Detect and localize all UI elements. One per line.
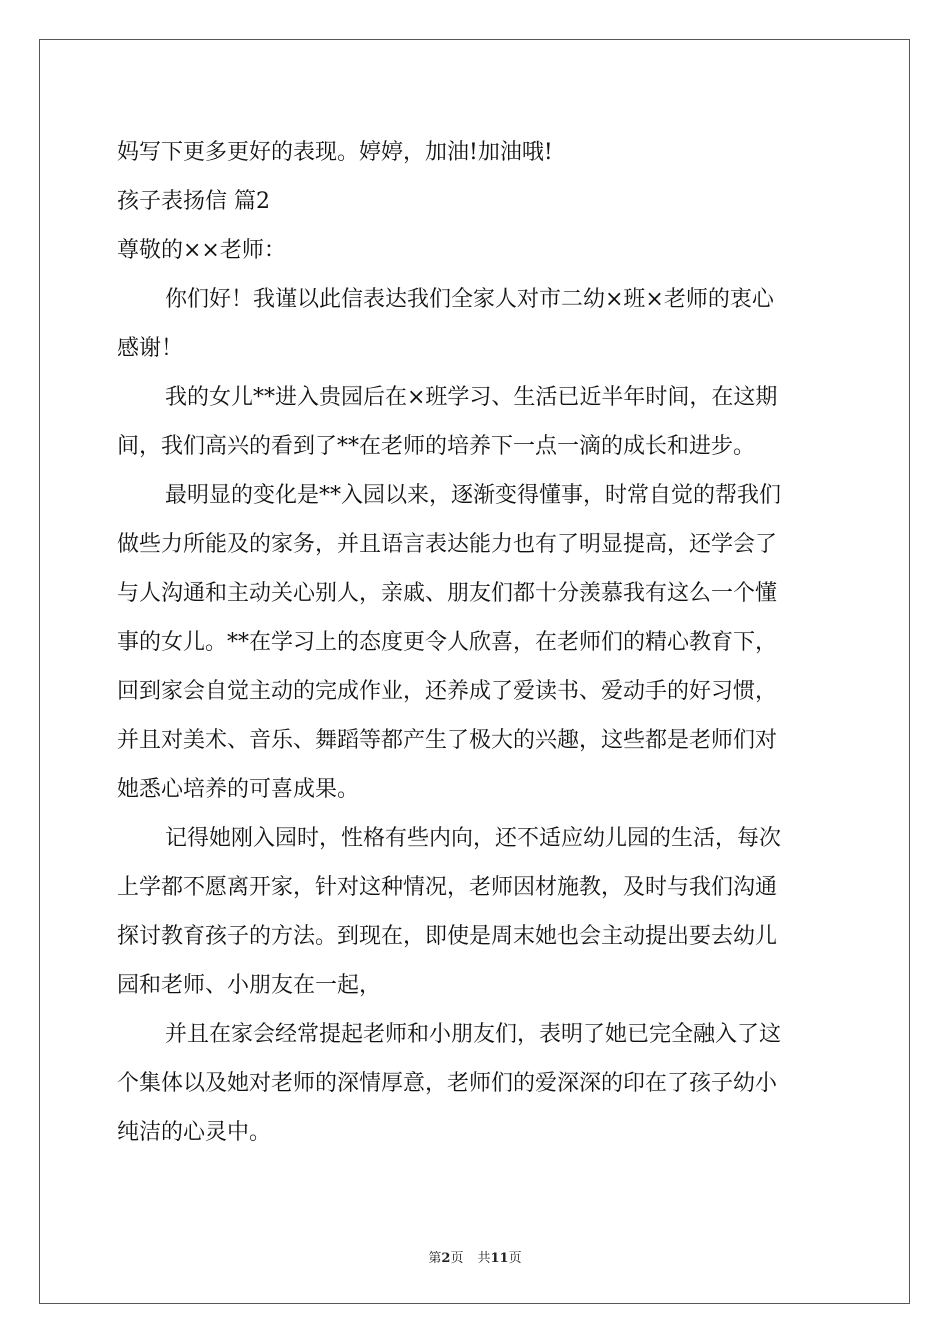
text-line: 纯洁的心灵中。 [117,1120,272,1145]
text-line: 感谢！ [117,336,184,361]
footer-total-pages: 11 [490,1251,509,1266]
footer-page-number: 2 [441,1251,451,1266]
text-line: 我的女儿**进入贵园后在×班学习、生活已近半年时间，在这期 [165,385,778,410]
footer-page-prefix: 第 [428,1251,442,1266]
text-line: 她悉心培养的可喜成果。 [117,777,360,802]
text-line: 上学都不愿离开家，针对这种情况，老师因材施教，及时与我们沟通 [117,875,778,900]
text-line: 间，我们高兴的看到了**在老师的培养下一点一滴的成长和进步。 [117,434,756,459]
text-line: 园和老师、小朋友在一起， [117,973,382,998]
footer-page-suffix: 页 [450,1251,464,1266]
text-line: 做些力所能及的家务，并且语言表达能力也有了明显提高，还学会了 [117,532,778,557]
text-line: 并且对美术、音乐、舞蹈等都产生了极大的兴趣，这些都是老师们对 [117,728,778,753]
footer-total-suffix: 页 [508,1251,522,1266]
page-footer [0,1247,950,1266]
text-line: 与人沟通和主动关心别人，亲戚、朋友们都十分羡慕我有这么一个懂 [117,581,778,606]
text-line: 并且在家会经常提起老师和小朋友们，表明了她已完全融入了这 [165,1022,782,1047]
text-line: 最明显的变化是**入园以来，逐渐变得懂事，时常自觉的帮我们 [165,483,782,508]
text-line: 妈写下更多更好的表现。婷婷，加油!加油哦! [117,140,553,165]
text-line: 记得她刚入园时，性格有些内向，还不适应幼儿园的生活，每次 [165,826,782,851]
document-body [117,128,833,1157]
text-line: 探讨教育孩子的方法。到现在，即使是周末她也会主动提出要去幼儿 [117,924,778,949]
text-line: 事的女儿。**在学习上的态度更令人欣喜，在老师们的精心教育下， [117,630,778,655]
text-line: 回到家会自觉主动的完成作业，还养成了爱读书、爱动手的好习惯， [117,679,778,704]
footer-total-prefix: 共 [477,1251,491,1266]
text-line: 个集体以及她对老师的深情厚意，老师们的爱深深的印在了孩子幼小 [117,1071,778,1096]
text-line: 孩子表扬信 篇2 [117,189,270,214]
text-line: 尊敬的××老师： [117,238,286,263]
text-line: 你们好！我谨以此信表达我们全家人对市二幼×班×老师的衷心 [165,287,774,312]
